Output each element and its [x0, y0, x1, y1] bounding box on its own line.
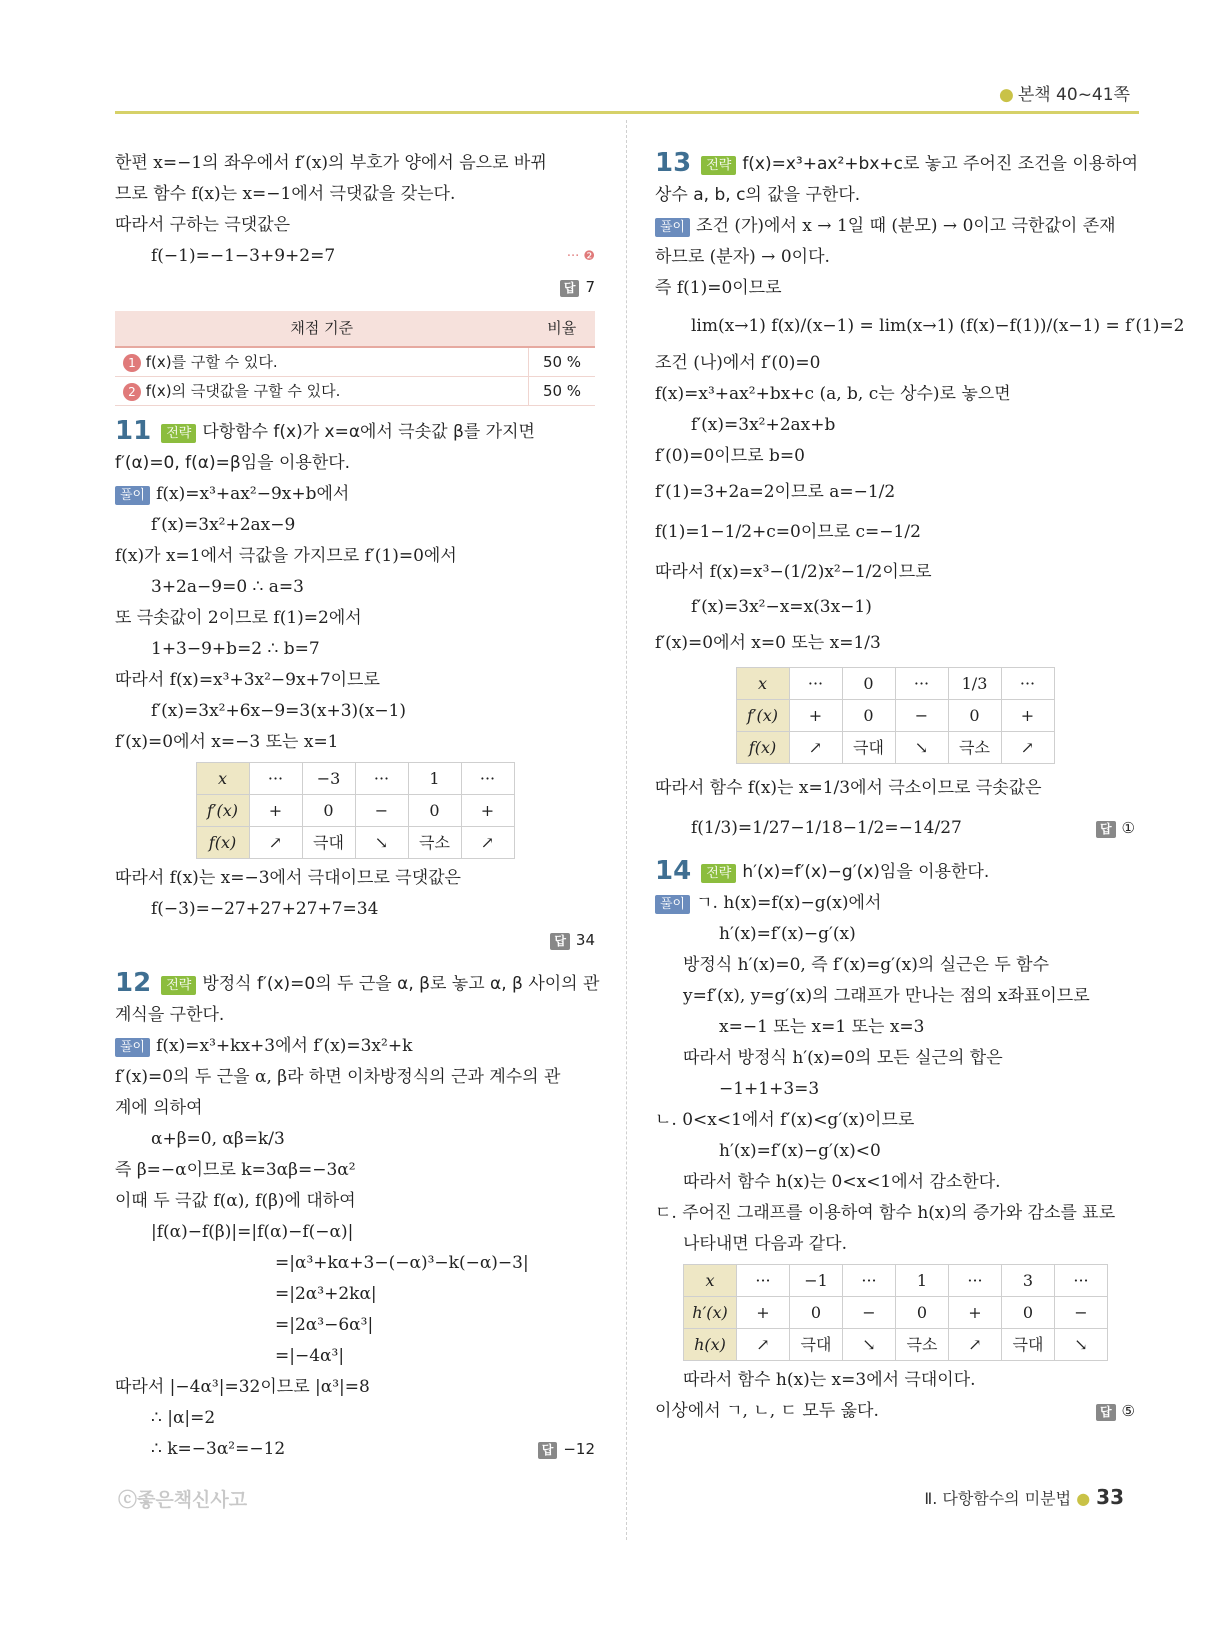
table-cell: 극소 [896, 1329, 949, 1361]
table-cell: ↗ [949, 1329, 1002, 1361]
table-cell: −3 [302, 763, 355, 795]
table-cell: 1/3 [948, 668, 1001, 700]
answer: 답 ⑤ [1096, 1396, 1135, 1427]
table-cell: ··· [355, 763, 408, 795]
table-cell: − [355, 795, 408, 827]
table-cell: x [684, 1265, 737, 1297]
table-cell: f′(x) [736, 700, 789, 732]
table-cell: 3 [1002, 1265, 1055, 1297]
table-row: 1 f(x)를 구할 수 있다. 50 % [115, 347, 595, 377]
answer: 답 34 [115, 925, 595, 956]
table-cell: x [736, 668, 789, 700]
table-cell: 극대 [1002, 1329, 1055, 1361]
table-cell: 1 [896, 1265, 949, 1297]
table-cell: ··· [461, 763, 514, 795]
table-cell: ··· [737, 1265, 790, 1297]
table-cell: + [949, 1297, 1002, 1329]
step-tag: ··· ❷ [566, 249, 595, 264]
table-cell: f(x) [196, 827, 249, 859]
table-cell: 0 [302, 795, 355, 827]
sign-table-11 [196, 762, 515, 859]
table-cell: 0 [948, 700, 1001, 732]
table-cell: 극대 [842, 732, 895, 764]
sign-table-13 [736, 667, 1055, 764]
header-rule [115, 111, 1139, 114]
problem-14-header: 14 전략 h′(x)=f′(x)−g′(x)임을 이용한다. [655, 856, 990, 886]
table-cell: ↘ [1055, 1329, 1108, 1361]
problem-13-header: 13 전략 f(x)=x³+ax²+bx+c로 놓고 주어진 조건을 이용하여 [655, 148, 1139, 178]
table-cell: 극소 [408, 827, 461, 859]
table-cell: f(x) [736, 732, 789, 764]
table-cell: x [196, 763, 249, 795]
table-cell: ··· [1001, 668, 1054, 700]
table-cell: ··· [949, 1265, 1002, 1297]
page-number: 33 [1096, 1485, 1124, 1509]
table-cell: 0 [842, 700, 895, 732]
table-cell: ··· [789, 668, 842, 700]
table-cell: 0 [842, 668, 895, 700]
table-cell: 0 [1002, 1297, 1055, 1329]
table-cell: + [249, 795, 302, 827]
table-cell: ↗ [461, 827, 514, 859]
table-cell: f′(x) [196, 795, 249, 827]
table-row: 2 f(x)의 극댓값을 구할 수 있다. 50 % [115, 377, 595, 406]
table-cell: − [843, 1297, 896, 1329]
scoring-table: 채점 기준 비율 1 f(x)를 구할 수 있다. 50 % 2 f(x)의 극댓값을 구할 수 있다. 50 % [115, 311, 595, 406]
table-cell: 0 [408, 795, 461, 827]
table-cell: ··· [895, 668, 948, 700]
page-footer: Ⅱ. 다항함수의 미분법 ● 33 [924, 1485, 1124, 1509]
page-reference: ● 본책 40~41쪽 [998, 85, 1130, 105]
table-cell: + [1001, 700, 1054, 732]
table-cell: −1 [790, 1265, 843, 1297]
table-cell: ··· [1055, 1265, 1108, 1297]
answer: 답 7 [115, 272, 595, 303]
table-cell: h(x) [684, 1329, 737, 1361]
table-cell: + [789, 700, 842, 732]
table-cell: 1 [408, 763, 461, 795]
table-cell: ↗ [737, 1329, 790, 1361]
table-cell: ↗ [249, 827, 302, 859]
sign-table-14 [683, 1264, 1108, 1361]
table-cell: ··· [843, 1265, 896, 1297]
table-cell: 극대 [790, 1329, 843, 1361]
problem-11-header: 11 전략 다항함수 f(x)가 x=α에서 극솟값 β를 가지면 [115, 416, 535, 446]
table-cell: ↗ [1001, 732, 1054, 764]
table-cell: ↘ [895, 732, 948, 764]
right-column: 13 전략 f(x)=x³+ax²+bx+c로 놓고 주어진 조건을 이용하여 상수 a, b, c의 값을 구한다. 풀이 조건 (가)에서 x → 1일 때 (분모) → 0이고 극한값이 존재 하므로 (분자) → 0이다. 즉 f(1)=0이므로 lim(x→1) f(x)/(x−1) = lim(x→1) (f(x)−f(1))/(x−1) = f′(1)=2 조건 (나)에서 f′(0)=0 f(x)=x³+ax²+bx+c (a, b, c는 상수)로 놓으면 f′(x)=3x²+2ax+b f′(0)=0이므로 b=0 f′(1)=3+2a=2이므로 a=−1/2 f(1)=1−1/2+c=0이므로 c=−1/2 따라서 f(x)=x³−(1/2)x²−1/2이므로 f′(x)=3x²−x=x(3x−1) f′(x)=0에서 x=0 또는 x=1/3 x ··· 0 ··· 1/3 ··· f′(x) + 0 − 0 + f(x) ↗ 극대 ↘ 극소 ↗ 따라서 함수 f(x)는 x=1/3에서 극소이므로 극솟값은 f(1/3)=1/27−1/18−1/2=−14/27 답 ① 14 전략 h′(x)=f′(x)−g′(x)임을 이용한다. 풀이 ㄱ. h(x)=f(x)−g(x)에서 h′(x)=f′(x)−g′(x) 방정식 h′(x)=0, 즉 f′(x)=g′(x)의 실근은 두 함수 y=f′(x), y=g′(x)의 그래프가 만나는 점의 x좌표이므로 x=−1 또는 x=1 또는 x=3 따라서 방정식 h′(x)=0의 모든 실근의 합은 −1+1+3=3 ㄴ. 0<x<1에서 f′(x)<g′(x)이므로 h′(x)=f′(x)−g′(x)<0 따라서 함수 h(x)는 0<x<1에서 감소한다. ㄷ. 주어진 그래프를 이용하여 함수 h(x)의 증가와 감소를 표로 나타내면 다음과 같다. x ··· −1 ··· 1 ··· 3 ··· h′(x) + 0 − 0 + 0 − h(x) ↗ 극대 ↘ 극소 ↗ 극대 ↘ 따라서 함수 h(x)는 x=3에서 극대이다. 이상에서 ㄱ, ㄴ, ㄷ 모두 옳다. 답 ⑤ [655, 148, 1135, 1427]
left-column: 한편 x=−1의 좌우에서 f′(x)의 부호가 양에서 음으로 바뀌 므로 함수 f(x)는 x=−1에서 극댓값을 갖는다. 따라서 구하는 극댓값은 f(−1)=−1−3+9+2=7 ··· ❷ 답 7 채점 기준 비율 1 f(x)를 구할 수 있다. 50 % 2 f(x)의 극댓값을 구할 수 있다. 50 % 11 전략 다항함수 f(x)가 x=α에서 극솟값 β를 가지면 f′(α)=0, f(α)=β임을 이용한다. 풀이 f(x)=x³+ax²−9x+b에서 f′(x)=3x²+2ax−9 f(x)가 x=1에서 극값을 가지므로 f′(1)=0에서 3+2a−9=0 ∴ a=3 또 극솟값이 2이므로 f(1)=2에서 1+3−9+b=2 ∴ b=7 따라서 f(x)=x³+3x²−9x+7이므로 f′(x)=3x²+6x−9=3(x+3)(x−1) f′(x)=0에서 x=−3 또는 x=1 x ··· −3 ··· 1 ··· f′(x) + 0 − 0 + f(x) ↗ 극대 ↘ 극소 ↗ 따라서 f(x)는 x=−3에서 극대이므로 극댓값은 f(−3)=−27+27+27+7=34 답 34 12 전략 방정식 f′(x)=0의 두 근을 α, β로 놓고 α, β 사이의 관 계식을 구한다. 풀이 f(x)=x³+kx+3에서 f′(x)=3x²+k f′(x)=0의 두 근을 α, β라 하면 이차방정식의 근과 계수의 관 계에 의하여 α+β=0, αβ=k/3 즉 β=−α이므로 k=3αβ=−3α² 이때 두 극값 f(α), f(β)에 대하여 |f(α)−f(β)|=|f(α)−f(−α)| =|α³+kα+3−(−α)³−k(−α)−3| =|2α³+2kα| =|2α³−6α³| =|−4α³| 따라서 |−4α³|=32이므로 |α³|=8 ∴ |α|=2 ∴ k=−3α²=−12 답 −12 [115, 148, 595, 1465]
problem-12-header: 12 전략 방정식 f′(x)=0의 두 근을 α, β로 놓고 α, β 사이의 관 [115, 968, 600, 998]
answer: 답 −12 [538, 1434, 595, 1465]
table-cell: ↘ [843, 1329, 896, 1361]
table-cell: 0 [896, 1297, 949, 1329]
table-cell: + [461, 795, 514, 827]
table-cell: + [737, 1297, 790, 1329]
table-cell: − [895, 700, 948, 732]
table-cell: 0 [790, 1297, 843, 1329]
table-cell: 극대 [302, 827, 355, 859]
table-cell: ↘ [355, 827, 408, 859]
table-cell: h′(x) [684, 1297, 737, 1329]
bullet-dot-icon: ● [1076, 1489, 1091, 1508]
column-divider [626, 120, 627, 1540]
table-cell: ↗ [789, 732, 842, 764]
bullet-dot-icon: ● [998, 85, 1014, 105]
answer: 답 ① [1096, 808, 1135, 848]
table-cell: − [1055, 1297, 1108, 1329]
table-cell: ··· [249, 763, 302, 795]
table-cell: 극소 [948, 732, 1001, 764]
publisher-brand: ⓒ좋은책신사고 [118, 1489, 248, 1511]
